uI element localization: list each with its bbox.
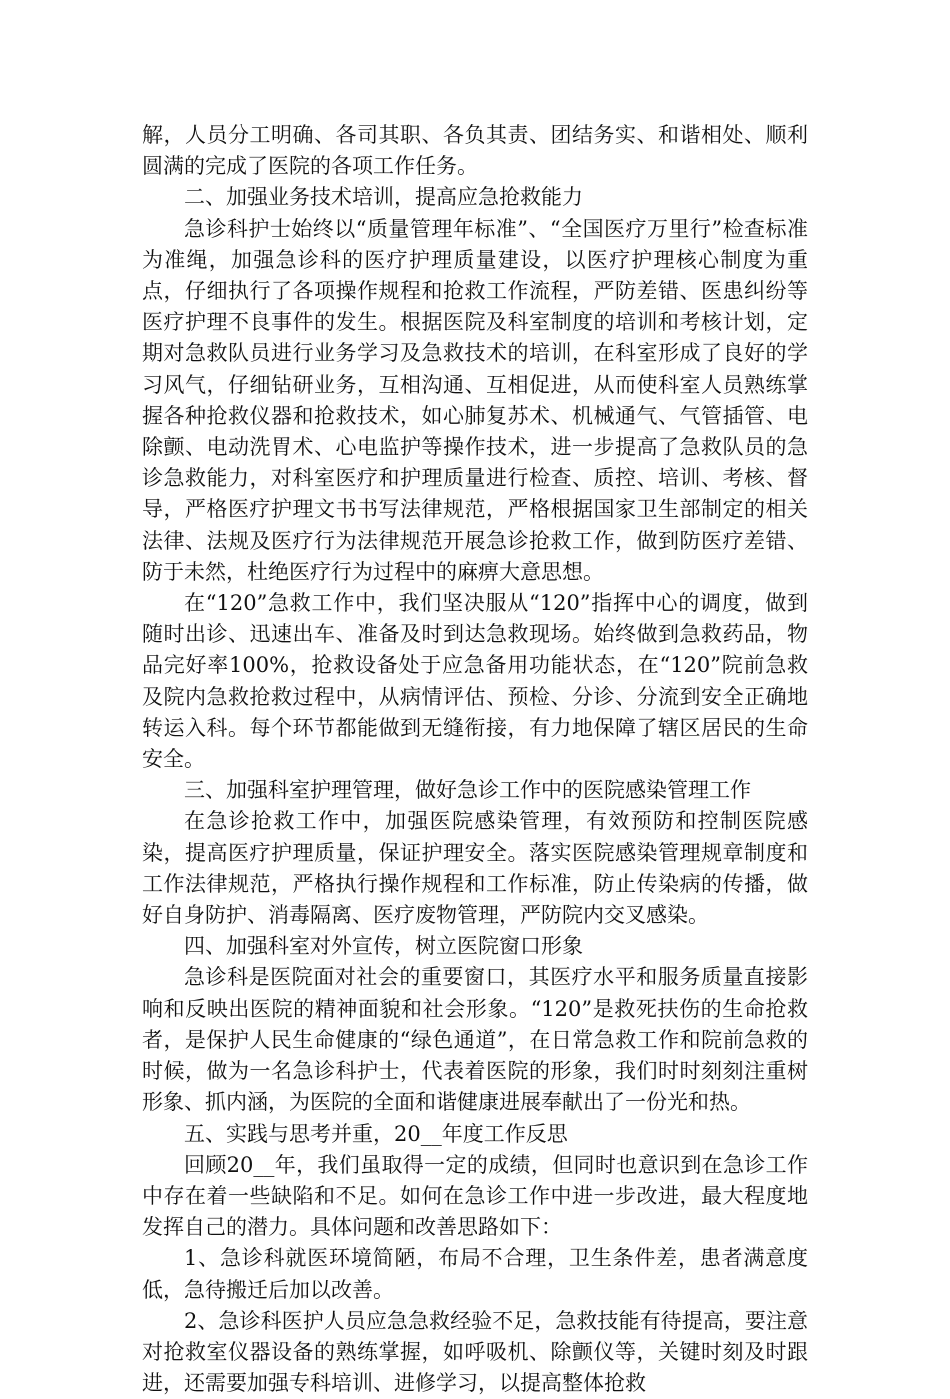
section-heading-2: 二、加强业务技术培训，提高应急抢救能力 [184,185,583,210]
paragraph-review: 回顾20__年，我们虽取得一定的成绩，但同时也意识到在急诊工作中存在着一些缺陷和不足。如何在急诊工作中进一步改进，最大程度地发挥自己的潜力。具体问题和改善思路如下： [142,1152,808,1240]
section-heading-3: 三、加强科室护理管理，做好急诊工作中的医院感染管理工作 [184,778,751,803]
list-item-2: 2、急诊科医护人员应急急救经验不足，急救技能有待提高，要注意对抢救室仪器设备的熟练掌握，如呼吸机、除颤仪等，关键时刻及时跟进，还需要加强专科培训、进修学习，以提高整体抢救 [142,1308,808,1396]
document-page [142,120,808,1399]
paragraph-infection-control: 在急诊抢救工作中，加强医院感染管理，有效预防和控制医院感染，提高医疗护理质量，保证护理安全。落实医院感染管理规章制度和工作法律规范，严格执行操作规程和工作标准，防止传染病的传播，做好自身防护、消毒隔离、医疗废物管理，严防院内交叉感染。 [142,809,808,928]
paragraph-continuation: 解，人员分工明确、各司其职、各负其责、团结务实、和谐相处、顺利圆满的完成了医院的各项工作任务。 [142,123,808,179]
list-item-1: 1、急诊科就医环境简陋，布局不合理，卫生条件差，患者满意度低，急待搬迁后加以改善。 [142,1246,808,1302]
paragraph-publicity: 急诊科是医院面对社会的重要窗口，其医疗水平和服务质量直接影响和反映出医院的精神面貌和社会形象。“120”是救死扶伤的生命抢救者，是保护人民生命健康的“绿色通道”，在日常急救工作和院前急救的时候，做为一名急诊科护士，代表着医院的形象，我们时时刻刻注重树形象、抓内涵，为医院的全面和谐健康进展奉献出了一份光和热。 [142,965,808,1115]
paragraph-training: 急诊科护士始终以“质量管理年标准”、“全国医疗万里行”检查标准为准绳，加强急诊科的医疗护理质量建设，以医疗护理核心制度为重点，仔细执行了各项操作规程和抢救工作流程，严防差错、医患纠纷等医疗护理不良事件的发生。根据医院及科室制度的培训和考核计划，定期对急救队员进行业务学习及急救技术的培训，在科室形成了良好的学习风气，仔细钻研业务，互相沟通、互相促进，从而使科室人员熟练掌握各种抢救仪器和抢救技术，如心肺复苏术、机械通气、气管插管、电除颤、电动洗胃术、心电监护等操作技术，进一步提高了急救队员的急诊急救能力，对科室医疗和护理质量进行检查、质控、培训、考核、督导，严格医疗护理文书书写法律规范，严格根据国家卫生部制定的相关法律、法规及医疗行为法律规范开展急诊抢救工作，做到防医疗差错、防于未然，杜绝医疗行为过程中的麻痹大意思想。 [142,216,808,584]
section-heading-4: 四、加强科室对外宣传，树立医院窗口形象 [184,934,583,959]
paragraph-120-emergency: 在“120”急救工作中，我们坚决服从“120”指挥中心的调度，做到随时出诊、迅速出车、准备及时到达急救现场。始终做到急救药品，物品完好率100%，抢救设备处于应急备用功能状态，在“120”院前急救及院内急救抢救过程中，从病情评估、预检、分诊、分流到安全正确地转运入科。每个环节都能做到无缝衔接，有力地保障了辖区居民的生命安全。 [142,591,808,772]
section-heading-5: 五、实践与思考并重，20__年度工作反思 [184,1121,568,1146]
